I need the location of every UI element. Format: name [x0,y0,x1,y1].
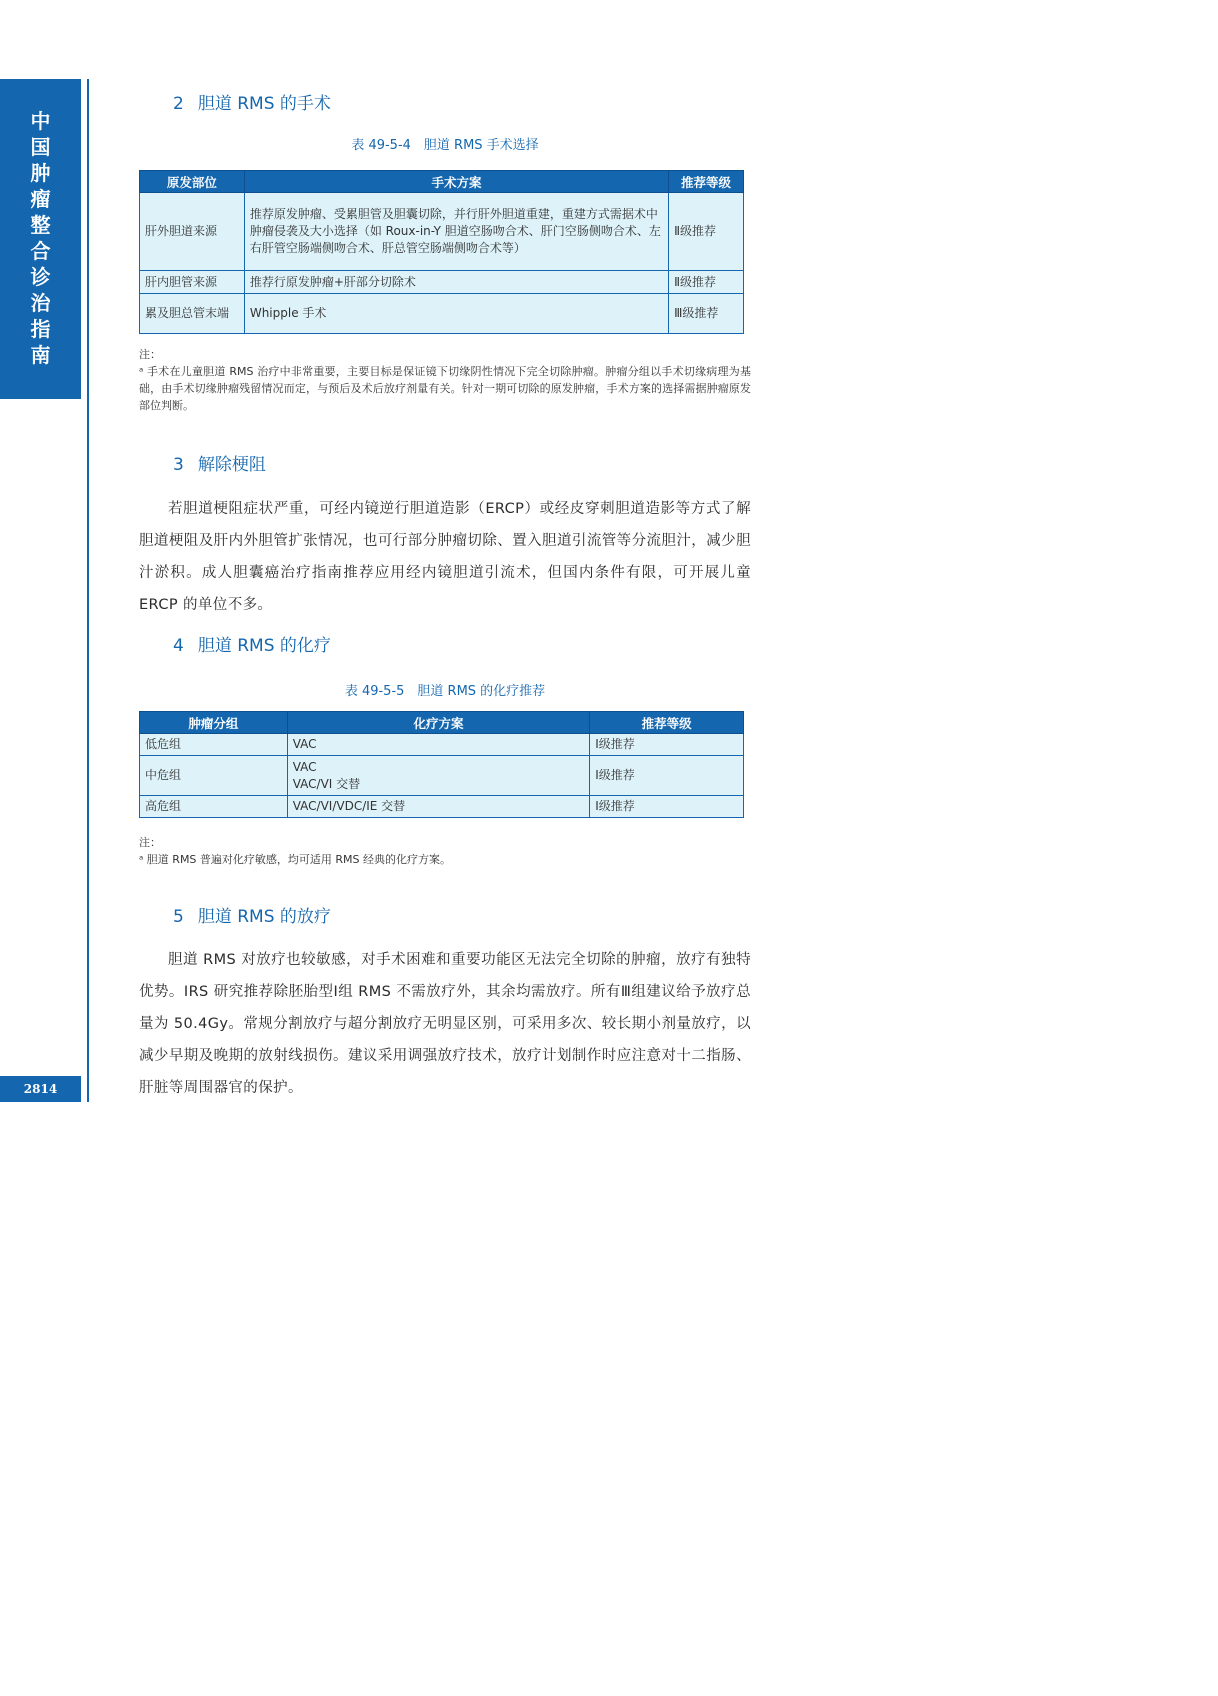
book-title-char: 国 [30,135,51,159]
book-title-char: 整 [30,213,51,237]
table-1-note [139,346,751,414]
note-text: ᵃ 手术在儿童胆道 RMS 治疗中非常重要，主要目标是保证镜下切缘阴性情况下完全切除肿瘤。肿瘤分组以手术切缘病理为基础，由手术切缘肿瘤残留情况而定，与预后及术后放疗剂量有关。针对一期可切除的原发肿瘤，手术方案的选择需据肿瘤原发部位判断。 [139,365,751,412]
page-number: 2814 [0,1076,81,1102]
book-title-char: 指 [30,317,51,341]
table-row [140,193,744,271]
table-cell: Ⅱ级推荐 [669,271,744,294]
section-number: 5 [173,907,184,927]
section-4-heading [173,634,331,658]
section-2-heading [173,92,331,116]
table-cell: 低危组 [140,734,288,756]
table-cell: 高危组 [140,796,288,818]
book-title-vertical [0,108,81,368]
table-row [140,271,744,294]
column-header: 化疗方案 [287,712,590,734]
table-cell: 累及胆总管末端 [140,294,245,334]
table-cell: 肝外胆道来源 [140,193,245,271]
table-cell: 推荐行原发肿瘤+肝部分切除术 [244,271,668,294]
table-header-row [140,171,744,193]
table-2-note [139,834,751,868]
section-number: 3 [173,455,184,475]
book-title-char: 治 [30,291,51,315]
table-2-caption: 表 49-5-5 胆道 RMS 的化疗推荐 [344,684,546,699]
column-header: 原发部位 [140,171,245,193]
section-title: 胆道 RMS 的化疗 [197,636,331,656]
table-cell: 中危组 [140,756,288,796]
column-header: 手术方案 [244,171,668,193]
section-title: 胆道 RMS 的放疗 [197,907,331,927]
body-paragraph: 若胆道梗阻症状严重，可经内镜逆行胆道造影（ERCP）或经皮穿刺胆道造影等方式了解胆道梗阻及肝内外胆管扩张情况，也可行部分肿瘤切除、置入胆道引流管等分流胆汁，减少胆汁淤积。成人胆囊癌治疗指南推荐应用经内镜胆道引流术，但国内条件有限，可开展儿童 ERCP 的单位不多。 [139,501,751,613]
book-title-char: 诊 [30,265,51,289]
table-row [140,734,744,756]
table-cell: VAC VAC/VI 交替 [287,756,590,796]
column-header: 肿瘤分组 [140,712,288,734]
column-header: 推荐等级 [669,171,744,193]
section-number: 4 [173,636,184,656]
table-cell: 推荐原发肿瘤、受累胆管及胆囊切除，并行肝外胆道重建，重建方式需据术中肿瘤侵袭及大小选择（如 Roux-in-Y 胆道空肠吻合术、肝门空肠侧吻合术、左右肝管空肠端侧吻合术、肝总管空肠端侧吻合术等） [244,193,668,271]
note-label: 注： [139,348,161,361]
table-row [140,294,744,334]
section-5-heading [173,905,331,929]
section-title: 解除梗阻 [197,455,266,475]
table-cell: VAC/VI/VDC/IE 交替 [287,796,590,818]
table-1-caption: 表 49-5-4 胆道 RMS 手术选择 [351,138,539,153]
note-label: 注： [139,836,161,849]
surgery-table [139,170,744,334]
book-title-char: 瘤 [30,187,51,211]
table-cell: VAC [287,734,590,756]
table-row [140,756,744,796]
table-cell: 肝内胆管来源 [140,271,245,294]
table-cell: Ⅰ级推荐 [590,756,744,796]
book-title-char: 合 [30,239,51,263]
margin-rule [87,79,89,1102]
table-cell: Whipple 手术 [244,294,668,334]
section-number: 2 [173,94,184,114]
book-title-char: 肿 [30,161,51,185]
book-title-char: 南 [30,343,51,367]
section-3-heading [173,453,266,477]
table-cell: Ⅰ级推荐 [590,734,744,756]
table-cell: Ⅰ级推荐 [590,796,744,818]
section-title: 胆道 RMS 的手术 [197,94,331,114]
table-cell: Ⅲ级推荐 [669,294,744,334]
book-title-char: 中 [30,109,51,133]
table-cell: Ⅱ级推荐 [669,193,744,271]
body-paragraph: 胆道 RMS 对放疗也较敏感，对手术困难和重要功能区无法完全切除的肿瘤，放疗有独特优势。IRS 研究推荐除胚胎型Ⅰ组 RMS 不需放疗外，其余均需放疗。所有Ⅲ组建议给予放疗总量为 50.4Gy。常规分割放疗与超分割放疗无明显区别，可采用多次、较长期小剂量放疗，以减少早期及晚期的放射线损伤。建议采用调强放疗技术，放疗计划制作时应注意对十二指肠、肝脏等周围器官的保护。 [139,952,751,1096]
note-text: ᵃ 胆道 RMS 普遍对化疗敏感，均可适用 RMS 经典的化疗方案。 [139,853,452,866]
table-header-row [140,712,744,734]
table-row [140,796,744,818]
column-header: 推荐等级 [590,712,744,734]
chemotherapy-table [139,711,744,818]
